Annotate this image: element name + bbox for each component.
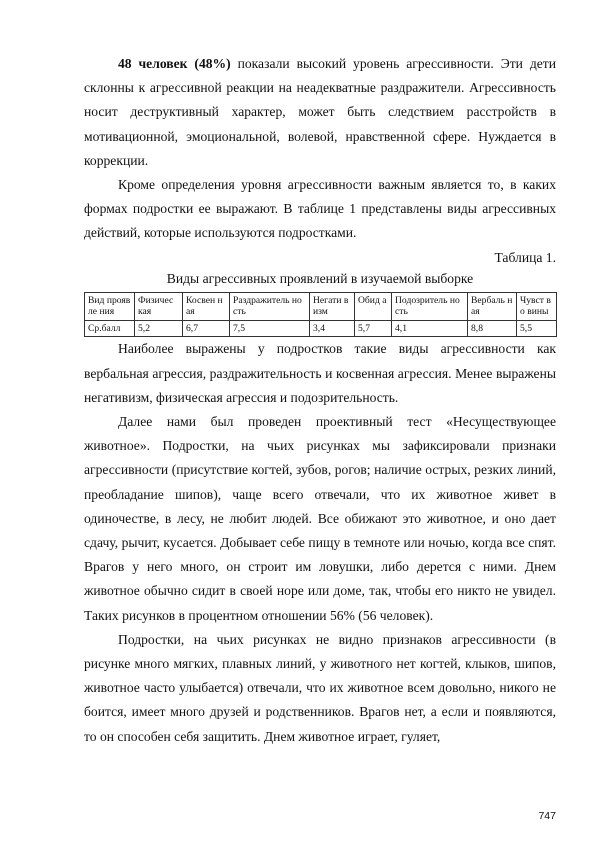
table-row (85, 320, 557, 337)
aggression-table (84, 292, 557, 338)
header-cell: Подозритель ность (392, 292, 468, 320)
table-cell: 5,2 (135, 320, 183, 337)
table-cell: 3,4 (310, 320, 355, 337)
table-cell: 5,7 (355, 320, 392, 337)
paragraph-forms: Кроме определения уровня агрессивности важным является то, в каких формах подростки ее выражают. В таблице 1 представлены виды агрессивных действий, которые используются подростками. (84, 177, 556, 241)
table-cell: Ср.балл (85, 320, 135, 337)
paragraph-projective-test: Далее нами был проведен проективный тест «Несуществующее животное». Подростки, на чьих рисунках мы зафиксировали признаки агрессивности (присутствие когтей, зубов, рогов; наличие острых, резких линий, преобладание шипов), чаще всего отвечали, что их животное живет в одиночестве, в лесу, не любит людей. Все обижают это животное, и оно дает сдачу, рычит, кусается. Добывает себе пищу в темноте или ночью, когда все спят. Врагов у него много, он строит им ловушки, либо дерется с ними. Днем животное обычно сидит в своей норе или доме, так, чтобы его никто не увидел. Таких рисунков в процентном отношении 56% (56 человек). (84, 414, 556, 623)
table-title: Виды агрессивных проявлений в изучаемой выборке (166, 270, 474, 286)
header-cell: Негати визм (310, 292, 355, 320)
table-cell: 8,8 (468, 320, 517, 337)
paragraph-high-aggression (84, 52, 556, 173)
header-cell: Вид проявле ния (85, 292, 135, 320)
page-body (84, 52, 556, 749)
header-cell: Косвен ная (183, 292, 230, 320)
paragraph-text: показали высокий уровень агрессивности. Эти дети склонны к агрессивной реакции на неадекватные раздражители. Агрессивность носит деструктивный характер, может быть следствием расстройств в мотивационной, эмоциональной, волевой, нравственной сфере. Нуждается в коррекции. (84, 56, 557, 168)
table-cell: 4,1 (392, 320, 468, 337)
page-number: 747 (538, 810, 556, 822)
header-cell: Физичес кая (135, 292, 183, 320)
table-cell: 7,5 (230, 320, 310, 337)
header-cell: Раздражитель ность (230, 292, 310, 320)
table-cell: 5,5 (517, 320, 557, 337)
header-cell: Вербаль ная (468, 292, 517, 320)
header-cell: Чувст во вины (517, 292, 557, 320)
table-cell: 6,7 (183, 320, 230, 337)
bold-count: 48 человек (48%) (118, 56, 231, 71)
paragraph-non-aggressive: Подростки, на чьих рисунках не видно признаков агрессивности (в рисунке много мягких, плавных линий, у животного нет когтей, клыков, шипов, животное часто улыбается) отвечали, что их животное всем довольно, никого не боится, имеет много друзей и родственников. Врагов нет, а если и появляются, то он способен себя защитить. Днем животное играет, гуляет, (84, 631, 556, 744)
header-cell: Обид а (355, 292, 392, 320)
paragraph-most-expressed: Наиболее выражены у подростков такие виды агрессивности как вербальная агрессия, раздражительность и косвенная агрессия. Менее выражены негативизм, физическая агрессия и подозрительность. (84, 341, 556, 405)
table-header-row (85, 292, 557, 320)
table-number: Таблица 1. (494, 249, 556, 265)
